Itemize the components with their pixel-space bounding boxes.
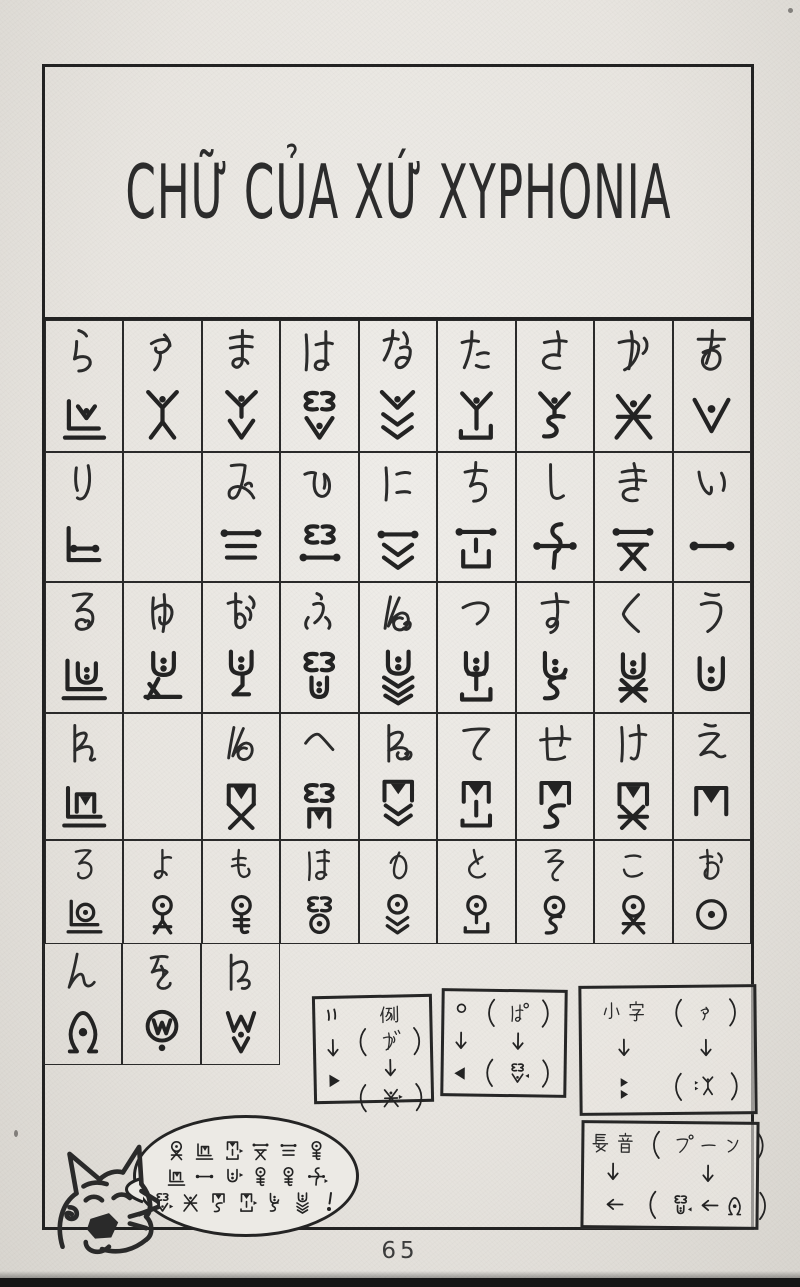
cell-ke [594,713,672,840]
table-row [45,320,751,452]
kana-け [607,717,660,770]
xyphonian-glyph-u [679,644,744,709]
kana-ぬ [371,586,425,640]
xyphonian-glyph-ko [608,889,659,940]
xyphonian-glyph-mi [209,514,273,578]
rule-box-line [320,1037,347,1064]
cell-empty [123,452,201,582]
rule-box-line [599,1160,625,1186]
kana-も [220,844,263,887]
cell-ta [437,320,515,452]
cell-e [673,713,751,840]
kana-め [215,717,268,770]
xyphonian-glyph-me [210,773,273,836]
xyphonian-glyph-a [679,383,744,448]
rule-box-line [611,1075,637,1101]
kana-る [57,586,111,640]
rule-box-line [505,1030,531,1056]
cell-te [437,713,515,840]
cell-su [516,582,594,713]
xyphonian-glyph-yo [137,889,188,940]
kana-と [455,844,498,887]
xyphonian-glyph-mu [209,644,274,709]
rule-box-column [473,997,562,1090]
kana-て [450,717,503,770]
xyphonian-glyph-na [365,383,430,448]
xyphonian-glyph-ro [59,889,110,940]
cell-empty [123,713,201,840]
rule-box-long-vowel [580,1120,759,1230]
xyphonian-glyph-ne [367,773,430,836]
kana-は [292,324,347,379]
rule-box-column [588,1128,638,1221]
kana-へ [293,717,346,770]
xyphonian-glyph-so [529,889,580,940]
title-box [45,67,751,320]
kana-た [449,324,504,379]
rule-box-column [447,996,474,1088]
rule-box-line [637,1190,779,1221]
cell-ho [280,840,358,944]
kana-い [685,456,739,510]
xyphonian-glyph-he [288,773,351,836]
xyphonian-glyph-mo [216,889,267,940]
cell-ka [594,320,672,452]
rule-box-line [320,1067,347,1094]
xyphonian-glyph-ho [294,889,345,940]
kana-の [377,844,420,887]
kana-す [528,586,582,640]
cell-na [359,320,437,452]
kana-さ [528,324,583,379]
kana-に [371,456,425,510]
cell-wo [122,943,201,1065]
kana-え [685,717,738,770]
kana-ゆ [136,586,190,640]
rule-box-line [662,997,748,1028]
cell-ko [594,840,672,944]
rule-box-line [695,1162,721,1188]
rule-box-column [585,993,662,1108]
rule-box-column [637,1129,780,1222]
scan-edge-artifact [0,1278,800,1287]
kana-か [606,324,661,379]
cell-i [673,452,751,582]
cell-ya [123,320,201,452]
kana-し [528,456,582,510]
cell-ri [45,452,123,582]
xyphonian-glyph-ka [601,383,666,448]
cell-ra [45,320,123,452]
xyphonian-glyph-o [686,889,737,940]
table-row [45,713,751,840]
rule-box-line [448,999,474,1025]
xyphonian-glyph-ru [52,644,117,709]
xyphonian-glyph-ma [209,383,274,448]
rule-box-line [377,1056,404,1083]
kana-み [214,456,268,510]
xyphonian-glyph-yu [130,644,195,709]
kana-ほ [298,844,341,887]
cell-re [45,713,123,840]
cell-a [673,320,751,452]
cell-fu [280,582,358,713]
cell-so [516,840,594,944]
xyphonian-glyph-e [680,773,743,836]
rule-box-line [377,1002,401,1026]
kana-な [371,324,426,379]
kana-く [606,586,660,640]
cell-to [437,840,515,944]
kana-ろ [63,844,106,887]
xyphonian-glyph-re [53,773,116,836]
cell-ro [45,840,123,944]
cell-ni [359,452,437,582]
kana-glyph-table-last-row [43,943,280,1065]
kana-お [690,844,733,887]
kana-ひ [293,456,347,510]
xyphonian-glyph-ni [366,514,430,578]
xyphonian-glyph-no [372,889,423,940]
xyphonian-glyph-chi [444,514,508,578]
cell-me [202,713,280,840]
speech-bubble-line [164,1138,329,1163]
chart-panel [42,64,754,1230]
speech-bubble [133,1115,359,1237]
rule-box-line [319,1006,346,1033]
kana-あ [684,324,739,379]
scan-speck [788,8,793,13]
rule-box-line [347,1026,434,1058]
cell-ma [202,320,280,452]
xyphonian-glyph-nu [366,644,431,709]
xyphonian-glyph-fu [287,644,352,709]
xyphonian-glyph-su [523,644,588,709]
cell-sa [516,320,594,452]
xyphonian-glyph-ke [602,773,665,836]
xyphonian-glyph-ra [52,383,117,448]
rule-box-line [475,998,561,1029]
rule-box-column [345,1002,435,1096]
cell-wa [201,943,280,1065]
speech-bubble-line [150,1190,343,1215]
kana-り [57,456,111,510]
cell-yu [123,582,201,713]
kana-glyph-table [45,320,751,944]
cell-n [43,943,122,1065]
kana-つ [449,586,503,640]
cell-tsu [437,582,515,713]
rule-box-line [599,1192,625,1218]
table-row [45,452,751,582]
xyphonian-glyph-tsu [444,644,509,709]
xyphonian-glyph-te [445,773,508,836]
rule-box-line [448,1029,474,1055]
page-number: 65 [381,1238,419,1264]
table-row [45,582,751,713]
rule-box-line [588,1131,637,1156]
scan-speck [14,1130,18,1137]
cell-yo [123,840,201,944]
rule-box-line [347,1082,436,1114]
rule-box-line [611,1036,637,1062]
xyphonian-glyph-se [524,773,587,836]
kana-ち [450,456,504,510]
xyphonian-glyph-ha [287,383,352,448]
kana-れ [58,717,111,770]
page-title: CHỮ CỦA XỨ XYPHONIA [124,148,672,236]
cell-he [280,713,358,840]
xyphonian-glyph-ri [52,514,116,578]
xyphonian-glyph-to [451,889,502,940]
kana-ね [372,717,425,770]
cell-no [359,840,437,944]
rule-box-line [693,1036,719,1062]
kana-う [685,586,739,640]
cell-mi [202,452,280,582]
xyphonian-glyph-hi [288,514,352,578]
cell-mo [202,840,280,944]
table-row [45,840,751,944]
cell-ne [359,713,437,840]
cell-ku [594,582,672,713]
cell-se [516,713,594,840]
fox-mascot [44,1139,160,1257]
rule-box-dakuten [312,994,434,1104]
kana-そ [533,844,576,887]
kana-こ [612,844,655,887]
cell-o [673,840,751,944]
cell-hi [280,452,358,582]
rule-box-line [662,1071,750,1102]
cell-u [673,582,751,713]
xyphonian-glyph-ya [130,383,195,448]
speech-bubble-line [164,1164,329,1189]
cell-nu [359,582,437,713]
kana-ま [214,324,269,379]
kana-よ [141,844,184,887]
kana-む [214,586,268,640]
kana-や [135,324,190,379]
xyphonian-glyph-i [680,514,744,578]
xyphonian-glyph-shi [523,514,587,578]
xyphonian-glyph-sa [522,383,587,448]
kana-き [606,456,660,510]
rule-box-column [661,992,750,1107]
rule-box-line [447,1060,473,1086]
cell-ki [594,452,672,582]
kana-せ [529,717,582,770]
cell-ha [280,320,358,452]
rule-box-handakuten [440,988,567,1098]
rule-box-column [319,1004,347,1097]
kana-ら [57,324,112,379]
xyphonian-glyph-ki [601,514,665,578]
xyphonian-glyph-ku [601,644,666,709]
xyphonian-glyph-ta [444,383,509,448]
cell-chi [437,452,515,582]
cell-shi [516,452,594,582]
rule-box-line [599,1000,648,1025]
rule-box-line [473,1058,561,1089]
rule-box-small-kana [578,984,757,1116]
kana-ふ [292,586,346,640]
rule-box-line [640,1130,776,1161]
cell-ru [45,582,123,713]
cell-mu [202,582,280,713]
